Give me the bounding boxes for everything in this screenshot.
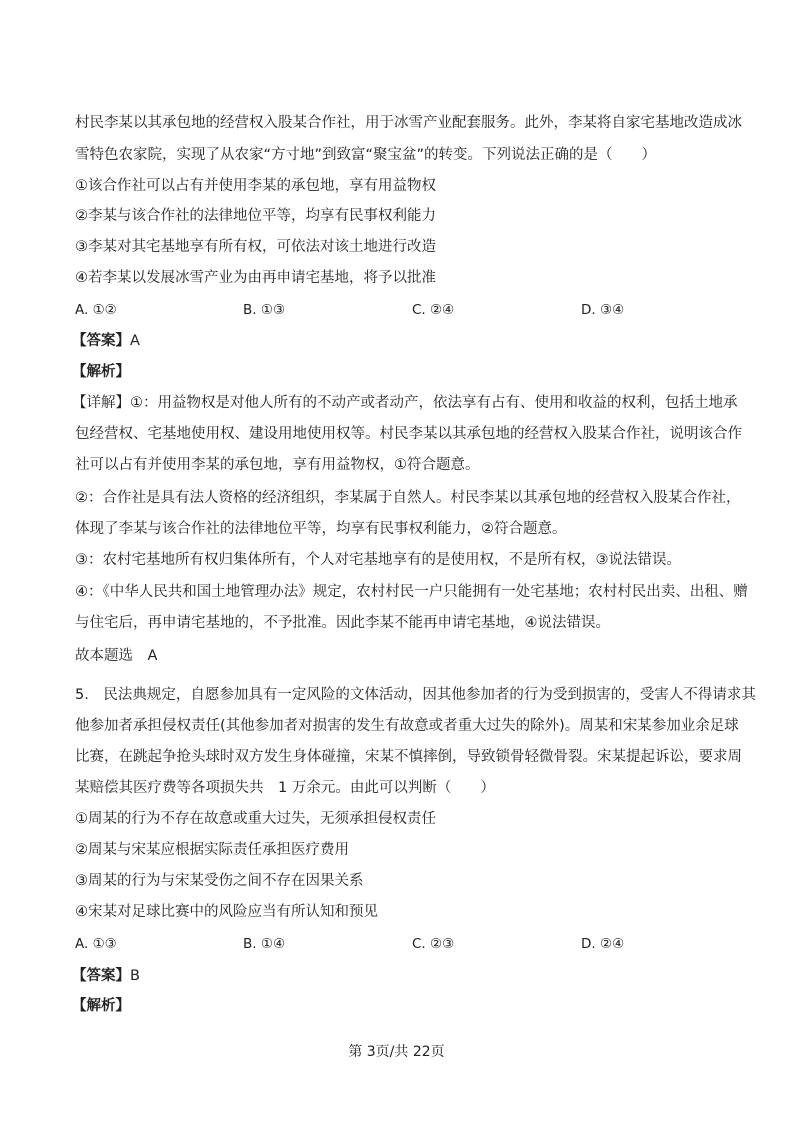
- q5-option-b: B. ①④: [243, 936, 286, 952]
- q4-detail-line-1: 【详解】①：用益物权是对他人所有的不动产或者动产，依法享有占有、使用和收益的权利，包括土地承: [72, 395, 738, 411]
- q5-statement-4: ④宋某对足球比赛中的风险应当有所认知和预见: [75, 904, 378, 920]
- q5-option-a: A. ①③: [75, 936, 117, 952]
- page-footer: 第 3页/共 22页: [348, 1044, 445, 1060]
- q5-analysis-label: 【解析】: [72, 998, 130, 1014]
- q5-option-c: C. ②③: [412, 936, 455, 952]
- q5-stem-line-1: 5. 民法典规定，自愿参加具有一定风险的文体活动，因其他参加者的行为受到损害的，受害人不得请求其: [75, 687, 756, 703]
- q5-answer-label: 【答案】: [72, 968, 130, 984]
- q4-statement-1: ①该合作社可以占有并使用李某的承包地，享有用益物权: [75, 178, 436, 194]
- q4-option-a: A. ①②: [75, 302, 117, 318]
- q4-detail-line-8: 与住宅后，再申请宅基地的，不予批准。因此李某不能再申请宅基地，④说法错误。: [75, 615, 610, 631]
- q4-answer-label: 【答案】: [72, 333, 130, 349]
- q4-detail-line-2: 包经营权、宅基地使用权、建设用地使用权等。村民李某以其承包地的经营权入股某合作社，说明该合作: [75, 426, 742, 442]
- q5-answer-value: B: [130, 968, 140, 984]
- q4-stem-line-2: 雪特色农家院，实现了从农家“方寸地”到致富“聚宝盆”的转变。下列说法正确的是（ ）: [75, 147, 657, 163]
- q4-statement-4: ④若李某以发展冰雪产业为由再申请宅基地，将予以批准: [75, 270, 436, 286]
- q4-detail-line-6: ③：农村宅基地所有权归集体所有，个人对宅基地享有的是使用权，不是所有权，③说法错误。: [75, 552, 681, 568]
- q5-statement-1: ①周某的行为不存在故意或重大过失，无须承担侵权责任: [75, 811, 436, 827]
- q5-statement-3: ③周某的行为与宋某受伤之间不存在因果关系: [75, 873, 364, 889]
- q5-answer: [72, 966, 140, 986]
- q4-answer: [72, 331, 140, 351]
- q4-statement-2: ②李某与该合作社的法律地位平等，均享有民事权利能力: [75, 208, 436, 224]
- q5-stem-line-3: 比赛，在跳起争抢头球时双方发生身体碰撞，宋某不慎摔倒，导致锁骨轻微骨裂。宋某提起诉讼，要求周: [75, 749, 742, 765]
- q4-statement-3: ③李某对其宅基地享有所有权，可依法对该土地进行改造: [75, 239, 436, 255]
- q5-stem-line-4: 某赔偿其医疗费等各项损失共 1 万余元。由此可以判断（ ）: [75, 780, 495, 796]
- q4-option-c: C. ②④: [412, 302, 455, 318]
- q5-statement-2: ②周某与宋某应根据实际责任承担医疗费用: [75, 842, 349, 858]
- q4-analysis-label: 【解析】: [72, 364, 130, 380]
- q4-answer-value: A: [130, 333, 140, 349]
- q4-detail-line-4: ②：合作社是具有法人资格的经济组织，李某属于自然人。村民李某以其承包地的经营权入股某合作社，: [75, 490, 741, 506]
- q4-option-b: B. ①③: [243, 302, 286, 318]
- q4-detail-line-7: ④：《中华人民共和国土地管理办法》规定，农村村民一户只能拥有一处宅基地；农村村民出卖、出租、赠: [75, 584, 748, 600]
- q4-option-d: D. ③④: [581, 302, 625, 318]
- q5-option-d: D. ②④: [581, 936, 625, 952]
- q4-conclusion: 故本题选 A: [75, 648, 158, 664]
- q5-stem-line-2: 他参加者承担侵权责任(其他参加者对损害的发生有故意或者重大过失的除外)。周某和宋某参加业余足球: [75, 718, 739, 734]
- q4-detail-line-3: 社可以占有并使用李某的承包地，享有用益物权，①符合题意。: [75, 457, 480, 473]
- q4-stem-line-1: 村民李某以其承包地的经营权入股某合作社，用于冰雪产业配套服务。此外，李某将自家宅基地改造成冰: [75, 115, 742, 131]
- q4-detail-line-5: 体现了李某与该合作社的法律地位平等，均享有民事权利能力，②符合题意。: [75, 521, 567, 537]
